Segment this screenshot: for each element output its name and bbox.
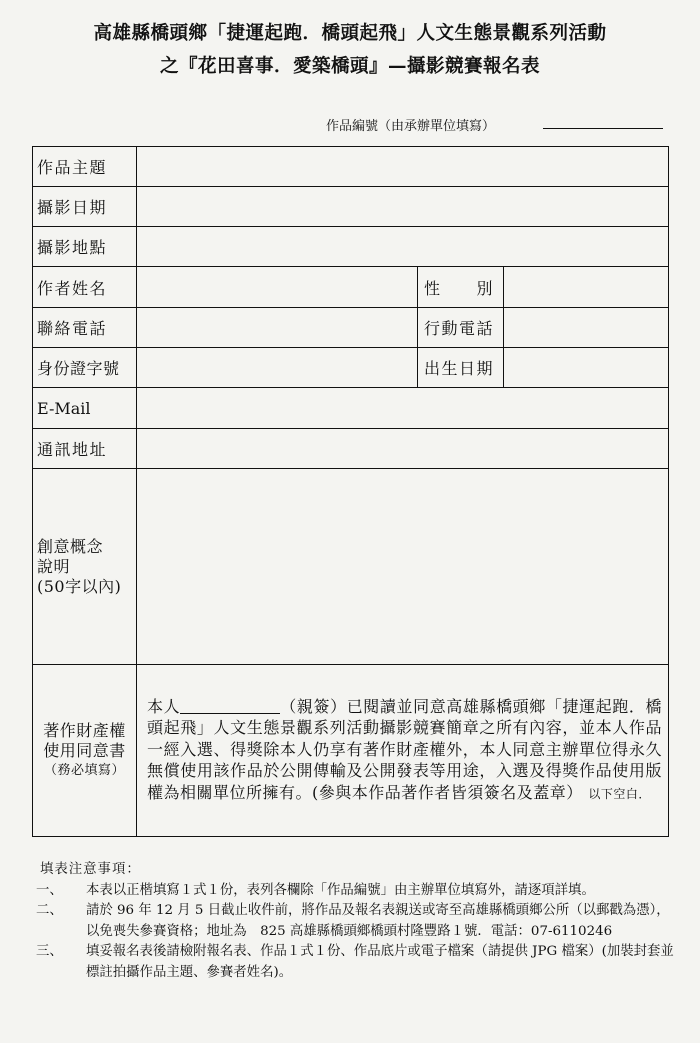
note-item: [36, 881, 676, 902]
copyright-label-line3: （務必填寫）: [43, 762, 125, 778]
copyright-label: [33, 665, 137, 837]
note-item: [36, 942, 676, 983]
id-number-field[interactable]: [137, 348, 418, 388]
note-number: 一、: [36, 882, 63, 898]
copyright-agreement: [137, 665, 669, 837]
shoot-date-field[interactable]: [137, 187, 669, 227]
gender-field[interactable]: [504, 267, 669, 308]
id-number-label: 身份證字號: [33, 348, 137, 388]
gender-label: 性 別: [418, 267, 504, 308]
copyright-label-line1: 著作財產權: [43, 720, 126, 740]
birth-date-field[interactable]: [504, 348, 669, 388]
work-theme-label: 作品主題: [33, 147, 137, 187]
shoot-location-label: 攝影地點: [33, 227, 137, 267]
signature-field[interactable]: [180, 698, 280, 714]
birth-date-label: 出生日期: [418, 348, 504, 388]
address-label: 通訊地址: [33, 429, 137, 469]
serial-number-label: 作品編號（由承辦單位填寫）: [326, 119, 496, 134]
copyright-label-line2: 使用同意書: [43, 740, 126, 760]
author-name-field[interactable]: [137, 267, 418, 308]
concept-field[interactable]: [137, 469, 669, 665]
registration-form-table: [32, 146, 669, 837]
concept-label-line3: (50字以內): [37, 576, 122, 596]
mobile-phone-field[interactable]: [504, 308, 669, 348]
notes-heading: 填表注意事項：: [40, 862, 141, 877]
address-field[interactable]: [137, 429, 669, 469]
notes-section: [36, 860, 676, 983]
agreement-prefix: 本人: [147, 696, 181, 716]
work-theme-field[interactable]: [137, 147, 669, 187]
concept-label-line1: 創意概念: [37, 536, 104, 556]
contact-phone-field[interactable]: [137, 308, 418, 348]
agreement-text: （親簽）已閱讀並同意高雄縣橋頭鄉「捷運起跑．橋頭起飛」人文生態景觀系列活動攝影競賽簡章之所有內容，並本人作品一經入選、得獎除本人仍享有著作財產權外，本人同意主辦單位得永久無償使用該作品於公開傳輸及公開發表等用途，入選及得獎作品使用版權為相關單位所擁有。(參與本作品著作者皆須簽名及蓋章）: [147, 696, 662, 802]
concept-label-line2: 說明: [37, 556, 71, 576]
note-number: 三、: [36, 944, 63, 959]
agreement-tail: 以下空白．: [588, 786, 651, 801]
shoot-location-field[interactable]: [137, 227, 669, 267]
note-text: 填妥報名表後請檢附報名表、作品１式１份、作品底片或電子檔案（請提供 JPG 檔案）(加裝封套並標註拍攝作品主題、參賽者姓名)。: [86, 944, 674, 980]
mobile-phone-label: 行動電話: [418, 308, 504, 348]
note-number: 二、: [36, 903, 63, 918]
email-field[interactable]: [137, 388, 669, 429]
serial-number-field[interactable]: [543, 128, 663, 129]
form-title-line2: 之『花田喜事．愛築橋頭』—攝影競賽報名表: [159, 56, 540, 77]
author-name-label: 作者姓名: [33, 267, 137, 308]
note-text: 本表以正楷填寫１式１份，表列各欄除「作品編號」由主辦單位填寫外，請逐項詳填。: [86, 882, 595, 898]
email-label: E-Mail: [33, 388, 137, 429]
contact-phone-label: 聯絡電話: [33, 308, 137, 348]
note-text: 請於 96 年 12 月 5 日截止收件前，將作品及報名表親送或寄至高雄縣橋頭鄉公所（以郵戳為憑），以免喪失參賽資格；地址為 825 高雄縣橋頭鄉橋頭村隆豐路１號．電話：07-6110246: [86, 903, 670, 939]
form-title-line1: 高雄縣橋頭鄉「捷運起跑．橋頭起飛」人文生態景觀系列活動: [93, 23, 607, 44]
concept-label: [33, 469, 137, 665]
shoot-date-label: 攝影日期: [33, 187, 137, 227]
note-item: [36, 901, 676, 942]
